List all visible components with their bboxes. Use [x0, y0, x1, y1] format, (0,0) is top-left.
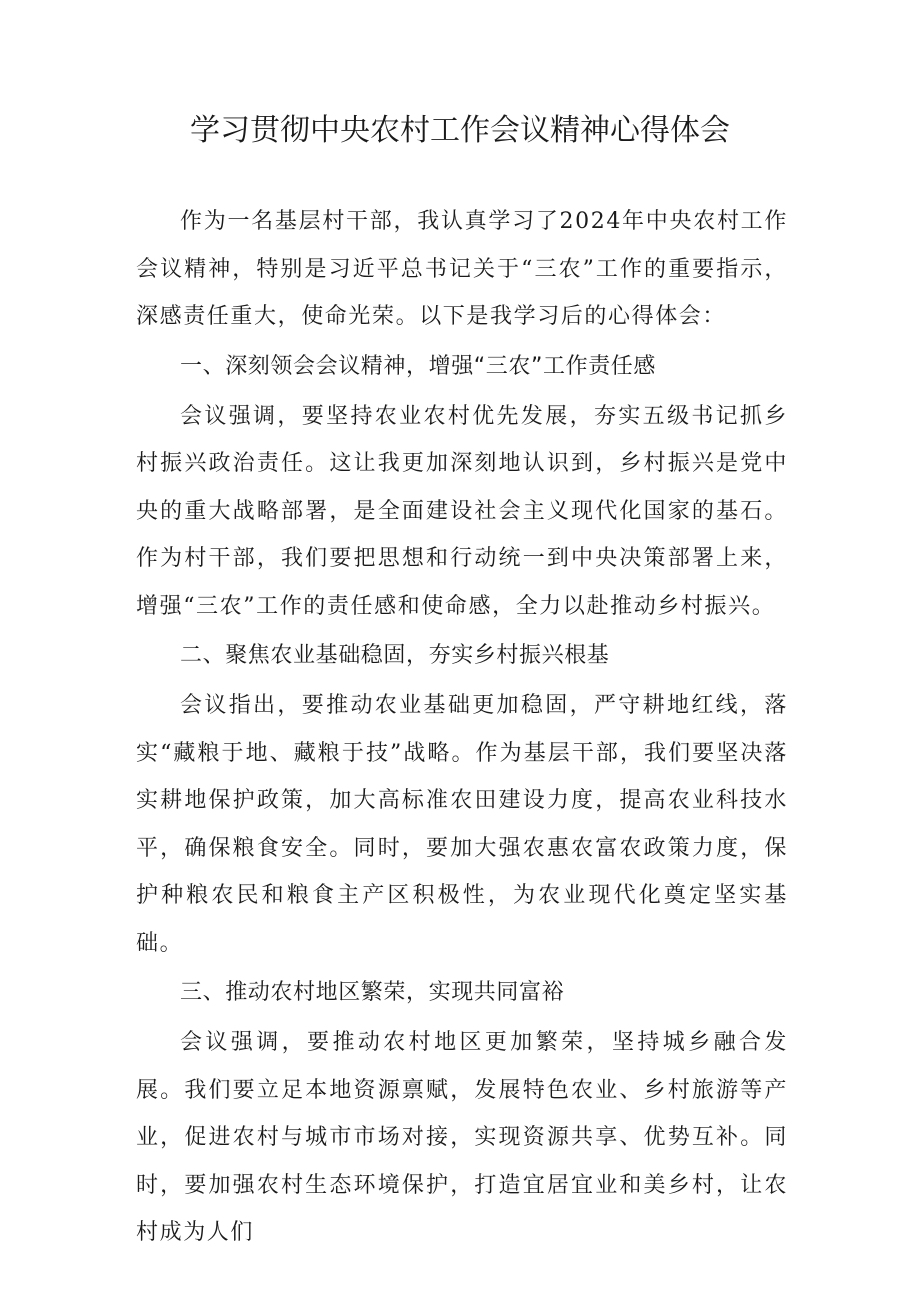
section-paragraph-3: 会议强调，要推动农村地区更加繁荣，坚持城乡融合发展。我们要立足本地资源禀赋，发展特色农业、乡村旅游等产业，促进农村与城市市场对接，实现资源共享、优势互补。同时，要加强农村生态环境保护，打造宜居宜业和美乡村，让农村成为人们 — [136, 1030, 788, 1245]
section-paragraph-2: 会议指出，要推动农业基础更加稳固，严守耕地红线，落实“藏粮于地、藏粮于技”战略。作为基层干部，我们要坚决落实耕地保护政策，加大高标准农田建设力度，提高农业科技水平，确保粮食安全。同时，要加大强农惠农富农政策力度，保护种粮农民和粮食主产区积极性，为农业现代化奠定坚实基础。 — [136, 693, 788, 956]
document-title: 学习贯彻中央农村工作会议精神心得体会 — [190, 113, 730, 148]
document-body — [136, 198, 788, 1257]
section-heading-2: 二、聚焦农业基础稳固，夯实乡村振兴根基 — [180, 643, 610, 668]
section-heading-3: 三、推动农村地区繁荣，实现共同富裕 — [180, 980, 565, 1005]
section-heading-1: 一、深刻领会会议精神，增强“三农”工作责任感 — [180, 353, 656, 379]
intro-paragraph: 作为一名基层村干部，我认真学习了2024年中央农村工作会议精神，特别是习近平总书记关于“三农”工作的重要指示，深感责任重大，使命光荣。以下是我学习后的心得体会： — [136, 209, 788, 329]
section-paragraph-1: 会议强调，要坚持农业农村优先发展，夯实五级书记抓乡村振兴政治责任。这让我更加深刻地认识到，乡村振兴是党中央的重大战略部署，是全面建设社会主义现代化国家的基石。作为村干部，我们要把思想和行动统一到中央决策部署上来，增强“三农”工作的责任感和使命感，全力以赴推动乡村振兴。 — [136, 403, 788, 619]
